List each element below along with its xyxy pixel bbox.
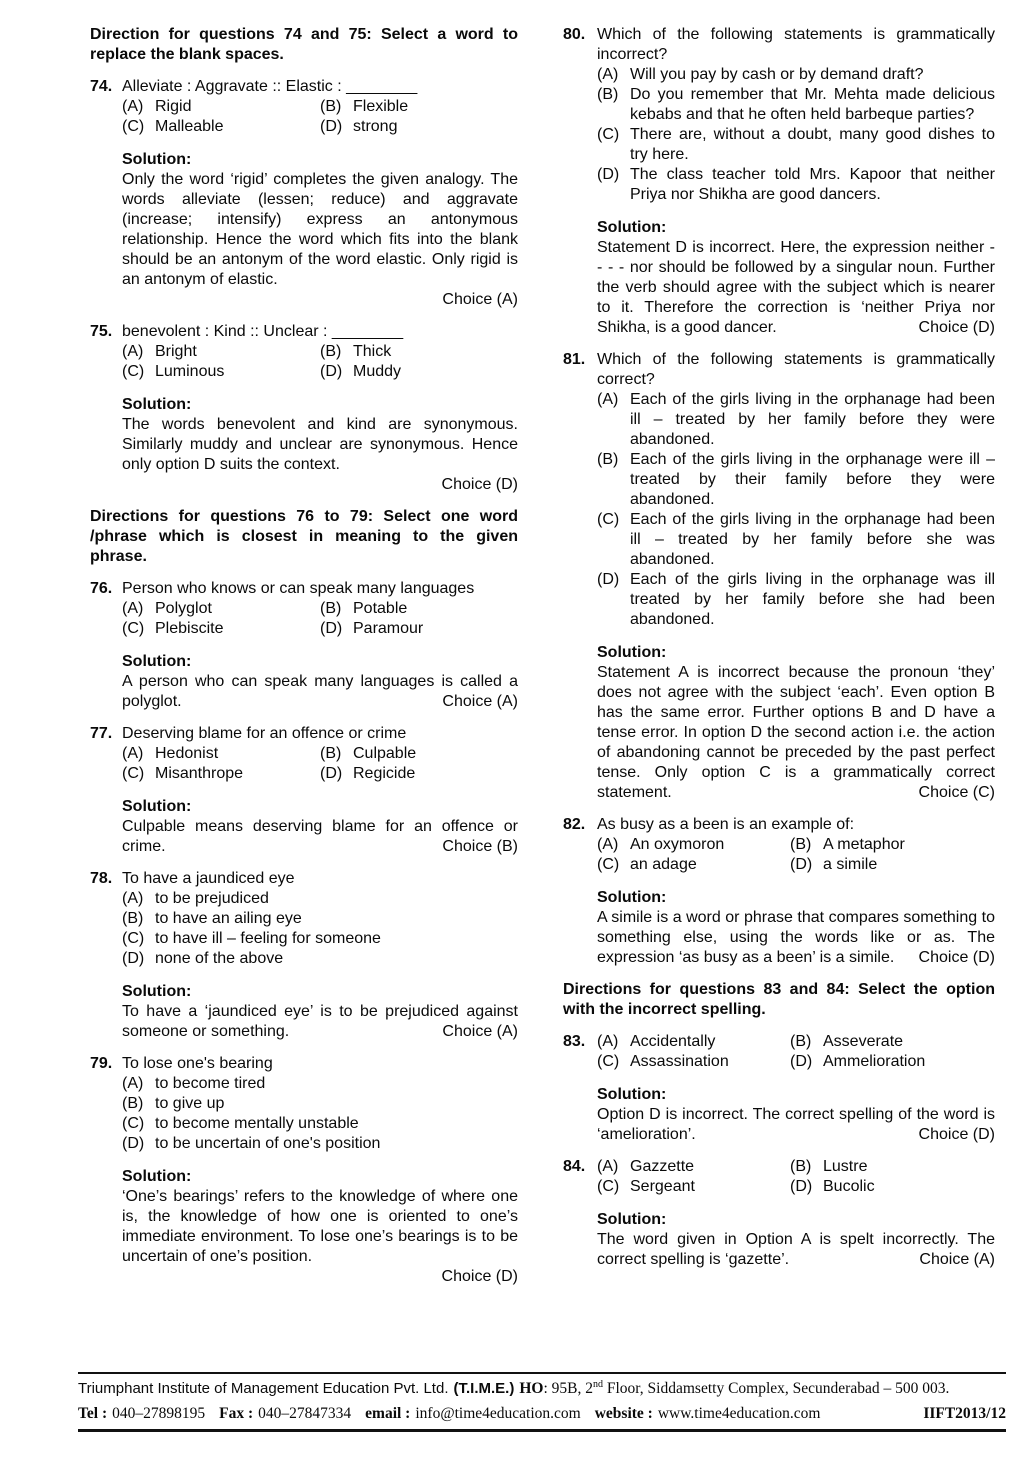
option-label: (A) — [122, 600, 144, 617]
option-text: Assassination — [630, 1053, 729, 1070]
question-body — [597, 350, 995, 803]
option-label: (B) — [122, 1095, 144, 1112]
option — [122, 909, 518, 929]
footer-document-code: IIFT2013/12 — [923, 1405, 1006, 1422]
column-left — [90, 25, 518, 1287]
choice-label: Choice (A) — [442, 693, 518, 710]
option-label: (B) — [790, 1033, 812, 1050]
option-label: (B) — [597, 86, 619, 103]
option-label: (D) — [790, 1178, 813, 1195]
solution-body: The word given in Option A is spelt incorrectly. The correct spelling is ‘gazette’. — [597, 1231, 995, 1268]
solution-title: Solution: — [122, 151, 192, 168]
option-text: Misanthrope — [155, 765, 244, 782]
option — [790, 855, 995, 875]
option-label: (D) — [122, 1135, 145, 1152]
solution-title: Solution: — [597, 219, 667, 236]
footer-line2 — [78, 1401, 1006, 1426]
option — [320, 619, 518, 639]
solution-body: A person who can speak many languages is called a polyglot. — [122, 673, 518, 710]
option — [597, 1157, 790, 1177]
question-stem: To have a jaundiced eye — [122, 870, 295, 887]
question-body — [122, 869, 518, 1042]
option-text: Plebiscite — [155, 620, 224, 637]
options-group — [122, 342, 518, 382]
question-body — [597, 1157, 995, 1270]
option — [122, 619, 320, 639]
options-group — [122, 744, 518, 784]
question-number: 84. — [563, 1158, 586, 1175]
option-label: (C) — [597, 126, 620, 143]
option-text: a simile — [823, 856, 878, 873]
option-label: (D) — [122, 950, 145, 967]
solution-text — [597, 1105, 995, 1145]
footer-website-label: website : — [594, 1405, 653, 1422]
option — [122, 362, 320, 382]
question-block — [563, 350, 995, 803]
question-stem: Alleviate : Aggravate :: Elastic : ________ — [122, 78, 418, 95]
option-text: Each of the girls living in the orphanage was ill treated by her family before she had been abandoned. — [630, 571, 995, 628]
question-number: 80. — [563, 26, 586, 43]
option-text: Flexible — [353, 98, 409, 115]
option — [597, 510, 995, 570]
choice-label: Choice (A) — [919, 1251, 995, 1268]
option — [122, 764, 320, 784]
column-right — [563, 25, 995, 1287]
footer — [78, 1372, 1006, 1432]
option-row — [597, 1032, 995, 1052]
solution-title: Solution: — [122, 396, 192, 413]
option-label: (C) — [597, 1178, 620, 1195]
option-label: (A) — [122, 1075, 144, 1092]
option — [320, 599, 518, 619]
question-stem: As busy as a been is an example of: — [597, 816, 855, 833]
option-text: Sergeant — [630, 1178, 695, 1195]
solution-body: Statement D is incorrect. Here, the expression neither - - - - nor should be followed by a singular noun. Further the verb should agree with the subject which is nearer to it. Therefore the correction is ‘neither Priya nor Shikha, is a good dancer. — [597, 239, 995, 336]
option — [122, 929, 518, 949]
choice-label: Choice (D) — [918, 949, 995, 966]
option-text: Hedonist — [155, 745, 219, 762]
option — [597, 125, 995, 165]
option-text: Culpable — [353, 745, 417, 762]
option-row — [122, 117, 518, 137]
option-label: (D) — [320, 620, 343, 637]
option-text: Do you remember that Mr. Mehta made delicious kebabs and that he often held barbeque parties? — [630, 86, 995, 123]
solution-body: Statement A is incorrect because the pronoun ‘they’ does not agree with the subject ‘each’. Even option B has the same error. Further options B and D have a tense error. In option D the second action i.e. the action of abandoning cannot be preceded by the past perfect tense. Only option C is a grammatically correct statement. — [597, 664, 995, 801]
option-text: Potable — [353, 600, 408, 617]
options-group — [122, 599, 518, 639]
solution — [597, 1085, 995, 1145]
option-text: Bucolic — [823, 1178, 875, 1195]
solution-text — [597, 908, 995, 968]
solution-title: Solution: — [122, 983, 192, 1000]
option-row — [597, 835, 995, 855]
question-block — [563, 815, 995, 968]
option-text: A metaphor — [823, 836, 905, 853]
choice-label: Choice (D) — [918, 319, 995, 336]
solution-body: ‘One’s bearings’ refers to the knowledge of where one is, the knowledge of how one is oriented to one’s immediate environment. To lose one’s bearings is to be uncertain of one’s position. — [122, 1188, 518, 1265]
options-group — [597, 1157, 995, 1197]
solution-title: Solution: — [597, 1211, 667, 1228]
options-group — [122, 1074, 518, 1154]
option-row — [122, 764, 518, 784]
question-block — [90, 724, 518, 857]
option-label: (B) — [320, 343, 342, 360]
footer-fax-label: Fax : — [219, 1405, 254, 1422]
footer-line1 — [78, 1376, 1006, 1401]
option-label: (A) — [597, 1158, 619, 1175]
solution — [122, 150, 518, 310]
option-label: (C) — [597, 856, 620, 873]
option-text: Each of the girls living in the orphanage had been ill – treated by her family before they were abandoned. — [630, 391, 995, 448]
choice-label: Choice (B) — [442, 838, 518, 855]
question-block — [563, 1032, 995, 1145]
option — [790, 1032, 995, 1052]
solution — [122, 797, 518, 857]
option-label: (D) — [790, 856, 813, 873]
option-label: (D) — [790, 1053, 813, 1070]
option-row — [597, 1177, 995, 1197]
solution-body: Only the word ‘rigid’ completes the given analogy. The words alleviate (lessen; reduce) and aggravate (increase; intensify) express an antonymous relationship. Hence the word which fits into the blank should be an antonym of the word elastic. Only rigid is an antonym of elastic. — [122, 171, 518, 288]
option-text: Luminous — [155, 363, 225, 380]
solution-text — [122, 415, 518, 475]
solution-title: Solution: — [122, 1168, 192, 1185]
option-label: (B) — [597, 451, 619, 468]
solution-text — [122, 1187, 518, 1267]
option — [320, 744, 518, 764]
option — [122, 599, 320, 619]
option-text: Bright — [155, 343, 197, 360]
question-number: 75. — [90, 323, 113, 340]
option — [597, 1052, 790, 1072]
solution-body: A simile is a word or phrase that compares something to something else, using the words like or as. The expression ‘as busy as a been’ is a simile. — [597, 909, 995, 966]
option-text: to give up — [155, 1095, 225, 1112]
solution-body: Culpable means deserving blame for an offence or crime. — [122, 818, 518, 855]
solution-text — [122, 672, 518, 712]
solution-text — [597, 238, 995, 338]
directions-heading: Directions for questions 83 and 84: Select the option with the incorrect spelling. — [563, 981, 995, 1018]
option — [790, 1052, 995, 1072]
option-text: There are, without a doubt, many good dishes to try here. — [630, 126, 995, 163]
options-group — [597, 1032, 995, 1072]
option-text: Asseverate — [823, 1033, 904, 1050]
option-text: to have ill – feeling for someone — [155, 930, 381, 947]
option-text: Regicide — [353, 765, 416, 782]
option-row — [122, 342, 518, 362]
solution — [122, 395, 518, 495]
option — [122, 744, 320, 764]
option — [790, 835, 995, 855]
solution-title: Solution: — [597, 1086, 667, 1103]
options-group — [122, 889, 518, 969]
option-text: Muddy — [353, 363, 402, 380]
option-label: (C) — [122, 620, 145, 637]
footer-ho-address — [519, 1376, 949, 1401]
question-body — [597, 1032, 995, 1145]
footer-org-name: Triumphant Institute of Management Education Pvt. Ltd. — [78, 1380, 449, 1397]
solution-text — [122, 170, 518, 290]
solution — [597, 218, 995, 338]
option-label: (B) — [122, 910, 144, 927]
solution-body: Option D is incorrect. The correct spelling of the word is ‘amelioration’. — [597, 1106, 995, 1143]
option — [320, 97, 518, 117]
footer-tel-label: Tel : — [78, 1405, 108, 1422]
option — [597, 390, 995, 450]
option-row — [597, 1052, 995, 1072]
option-row — [122, 599, 518, 619]
option-text: Each of the girls living in the orphanage were ill – treated by their family before they were abandoned. — [630, 451, 995, 508]
option-text: Lustre — [823, 1158, 868, 1175]
choice-label: Choice (D) — [441, 1268, 518, 1285]
question-number: 83. — [563, 1033, 586, 1050]
option-text: to become mentally unstable — [155, 1115, 359, 1132]
option — [122, 1134, 518, 1154]
solution — [122, 652, 518, 712]
option-text: Accidentally — [630, 1033, 716, 1050]
option-label: (D) — [320, 765, 343, 782]
option — [320, 342, 518, 362]
question-block — [90, 1054, 518, 1287]
footer-fax-value: 040–27847334 — [258, 1405, 352, 1422]
option-text: strong — [353, 118, 398, 135]
solution-body: The words benevolent and kind are synonymous. Similarly muddy and unclear are synonymous. Hence only option D suits the context. — [122, 416, 518, 473]
solution-title: Solution: — [122, 798, 192, 815]
question-block — [90, 579, 518, 712]
option-text: none of the above — [155, 950, 284, 967]
option-label: (C) — [597, 1053, 620, 1070]
option — [320, 764, 518, 784]
option — [122, 1074, 518, 1094]
option-text: Ammelioration — [823, 1053, 926, 1070]
choice-label: Choice (C) — [918, 784, 995, 801]
option-text: Each of the girls living in the orphanage had been ill – treated by her family before she was abandoned. — [630, 511, 995, 568]
solution-text — [597, 1230, 995, 1270]
option — [597, 1177, 790, 1197]
option-label: (A) — [597, 391, 619, 408]
option-label: (D) — [320, 118, 343, 135]
option-text: Will you pay by cash or by demand draft? — [630, 66, 924, 83]
question-body — [122, 1054, 518, 1287]
solution — [122, 1167, 518, 1287]
option — [597, 65, 995, 85]
solution-title: Solution: — [597, 644, 667, 661]
question-stem: Which of the following statements is grammatically correct? — [597, 351, 995, 388]
footer-ho-label: HO — [519, 1380, 544, 1397]
option-text: Malleable — [155, 118, 224, 135]
option-label: (B) — [320, 600, 342, 617]
options-group — [122, 97, 518, 137]
solution-body: To have a ‘jaundiced eye’ is to be prejudiced against someone or something. — [122, 1003, 518, 1040]
option — [597, 450, 995, 510]
question-number: 82. — [563, 816, 586, 833]
option — [597, 165, 995, 205]
question-body — [122, 724, 518, 857]
choice-label: Choice (D) — [918, 1126, 995, 1143]
option-label: (C) — [122, 363, 145, 380]
footer-address-post: Floor, Siddamsetty Complex, Secunderabad – 500 003. — [602, 1380, 950, 1397]
option-text: The class teacher told Mrs. Kapoor that neither Priya nor Shikha are good dancers. — [630, 166, 995, 203]
directions-heading: Directions for questions 76 to 79: Select one word /phrase which is closest in meaning to the given phrase. — [90, 508, 518, 565]
question-number: 81. — [563, 351, 586, 368]
question-stem: To lose one's bearing — [122, 1055, 273, 1072]
question-block — [90, 322, 518, 495]
option-text: to have an ailing eye — [155, 910, 302, 927]
option — [122, 117, 320, 137]
solution — [597, 643, 995, 803]
option-row — [122, 744, 518, 764]
option-text: Paramour — [353, 620, 424, 637]
option-label: (A) — [122, 98, 144, 115]
option-text: to be prejudiced — [155, 890, 269, 907]
option-text: Rigid — [155, 98, 192, 115]
footer-time-abbrev: (T.I.M.E.) — [453, 1380, 515, 1397]
question-number: 79. — [90, 1055, 113, 1072]
question-stem: Person who knows or can speak many languages — [122, 580, 475, 597]
option — [790, 1177, 995, 1197]
option-label: (D) — [597, 571, 620, 588]
option-row — [122, 97, 518, 117]
option-label: (C) — [122, 765, 145, 782]
option-text: Gazzette — [630, 1158, 695, 1175]
choice-label: Choice (A) — [442, 291, 518, 308]
question-number: 77. — [90, 725, 113, 742]
option-row — [597, 855, 995, 875]
options-group — [597, 835, 995, 875]
question-number: 74. — [90, 78, 113, 95]
option-label: (D) — [320, 363, 343, 380]
footer-address-sup: nd — [592, 1378, 603, 1390]
question-body — [122, 77, 518, 310]
option-text: Polyglot — [155, 600, 212, 617]
option — [122, 1094, 518, 1114]
solution-text — [597, 663, 995, 803]
solution-title: Solution: — [122, 653, 192, 670]
option-row — [122, 362, 518, 382]
directions-heading: Direction for questions 74 and 75: Select a word to replace the blank spaces. — [90, 26, 518, 63]
option-label: (A) — [597, 1033, 619, 1050]
option-label: (A) — [122, 343, 144, 360]
option-text: to be uncertain of one's position — [155, 1135, 381, 1152]
question-body — [122, 322, 518, 495]
question-stem: Deserving blame for an offence or crime — [122, 725, 407, 742]
option — [597, 1032, 790, 1052]
option — [597, 835, 790, 855]
question-body — [597, 815, 995, 968]
footer-email-label: email : — [365, 1405, 411, 1422]
option-label: (A) — [122, 745, 144, 762]
solution-text — [122, 1002, 518, 1042]
option-label: (C) — [597, 511, 620, 528]
option-label: (B) — [320, 98, 342, 115]
option-label: (C) — [122, 118, 145, 135]
option-label: (B) — [790, 836, 812, 853]
footer-website-value: www.time4education.com — [657, 1405, 821, 1422]
option — [597, 855, 790, 875]
footer-email-value: info@time4education.com — [415, 1405, 581, 1422]
solution — [122, 982, 518, 1042]
options-group — [597, 390, 995, 630]
question-block — [90, 869, 518, 1042]
question-body — [597, 25, 995, 338]
option-text: to become tired — [155, 1075, 266, 1092]
option — [320, 117, 518, 137]
option-label: (D) — [597, 166, 620, 183]
footer-address-pre: : 95B, 2 — [543, 1380, 593, 1397]
solution — [597, 888, 995, 968]
option — [790, 1157, 995, 1177]
option — [597, 85, 995, 125]
option-label: (C) — [122, 1115, 145, 1132]
option — [122, 1114, 518, 1134]
question-block — [563, 1157, 995, 1270]
question-number: 76. — [90, 580, 113, 597]
option — [122, 97, 320, 117]
solution — [597, 1210, 995, 1270]
option-label: (A) — [597, 836, 619, 853]
option-label: (A) — [122, 890, 144, 907]
option-text: an adage — [630, 856, 697, 873]
choice-label: Choice (D) — [441, 476, 518, 493]
question-block — [563, 25, 995, 338]
solution-title: Solution: — [597, 889, 667, 906]
choice-label: Choice (A) — [442, 1023, 518, 1040]
footer-tel-value: 040–27898195 — [112, 1405, 206, 1422]
question-stem: Which of the following statements is grammatically incorrect? — [597, 26, 995, 63]
question-number: 78. — [90, 870, 113, 887]
option-label: (B) — [790, 1158, 812, 1175]
option-row — [122, 619, 518, 639]
solution-text — [122, 817, 518, 857]
option-label: (A) — [597, 66, 619, 83]
option-text: Thick — [353, 343, 392, 360]
option — [122, 342, 320, 362]
option — [597, 570, 995, 630]
option — [122, 889, 518, 909]
question-body — [122, 579, 518, 712]
option-label: (C) — [122, 930, 145, 947]
option — [122, 949, 518, 969]
option — [320, 362, 518, 382]
question-stem: benevolent : Kind :: Unclear : ________ — [122, 323, 404, 340]
question-block — [90, 77, 518, 310]
options-group — [597, 65, 995, 205]
content-columns — [90, 25, 995, 1287]
option-label: (B) — [320, 745, 342, 762]
option-text: An oxymoron — [630, 836, 725, 853]
option-row — [597, 1157, 995, 1177]
